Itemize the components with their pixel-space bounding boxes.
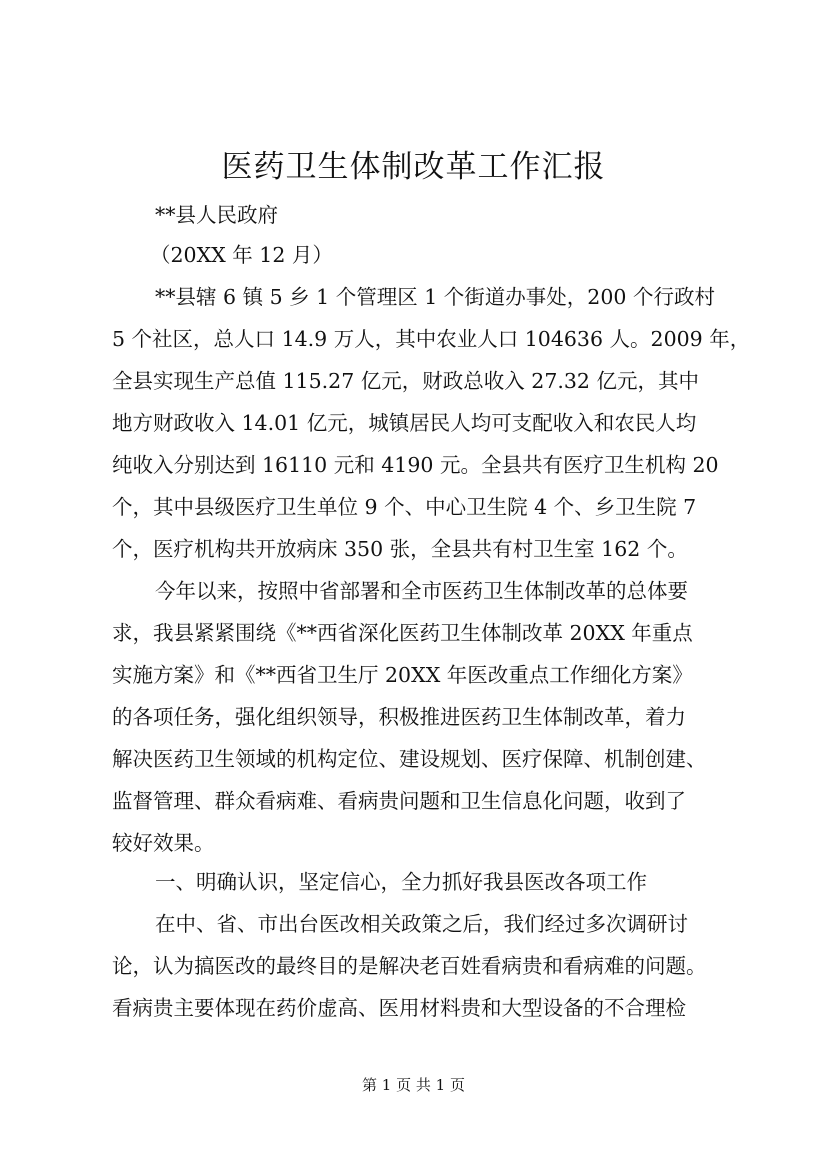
paragraph-line: 个，其中县级医疗卫生单位 9 个、中心卫生院 4 个、乡卫生院 7 (112, 495, 697, 519)
paragraph-line: 较好效果。 (112, 831, 215, 855)
paragraph-line: 5 个社区，总人口 14.9 万人，其中农业人口 104636 人。2009 年， (112, 327, 751, 351)
paragraph-line: 论，认为搞医改的最终目的是解决老百姓看病贵和看病难的问题。 (112, 954, 707, 978)
document-title: 医药卫生体制改革工作汇报 (221, 149, 606, 185)
paragraph-line: 个，医疗机构共开放病床 350 张，全县共有村卫生室 162 个。 (112, 537, 688, 561)
paragraph-line: 解决医药卫生领域的机构定位、建设规划、医疗保障、机制创建、 (112, 747, 707, 771)
paragraph-line: **县辖 6 镇 5 乡 1 个管理区 1 个街道办事处，200 个行政村 (155, 285, 715, 309)
issuer-line: **县人民政府 (155, 203, 278, 227)
paragraph-line: 在中、省、市出台医改相关政策之后，我们经过多次调研讨 (155, 912, 688, 936)
paragraph-line: 纯收入分别达到 16110 元和 4190 元。全县共有医疗卫生机构 20 (112, 453, 719, 477)
paragraph-line: 的各项任务，强化组织领导，积极推进医药卫生体制改革，着力 (112, 705, 686, 729)
section-heading: 一、明确认识，坚定信心，全力抓好我县医改各项工作 (155, 870, 647, 894)
date-line: （20XX 年 12 月） (150, 243, 333, 267)
paragraph-line: 看病贵主要体现在药价虚高、医用材料贵和大型设备的不合理检 (112, 996, 686, 1020)
paragraph-line: 今年以来，按照中省部署和全市医药卫生体制改革的总体要 (155, 579, 688, 603)
paragraph-line: 求，我县紧紧围绕《**西省深化医药卫生体制改革 20XX 年重点 (112, 621, 693, 645)
paragraph-line: 地方财政收入 14.01 亿元，城镇居民人均可支配收入和农民人均 (112, 411, 697, 435)
paragraph-line: 监督管理、群众看病难、看病贵问题和卫生信息化问题，收到了 (112, 789, 686, 813)
paragraph-line: 全县实现生产总值 115.27 亿元，财政总收入 27.32 亿元，其中 (112, 369, 699, 393)
paragraph-line: 实施方案》和《**西省卫生厅 20XX 年医改重点工作细化方案》 (112, 663, 693, 687)
page-footer: 第 1 页 共 1 页 (362, 1076, 465, 1094)
